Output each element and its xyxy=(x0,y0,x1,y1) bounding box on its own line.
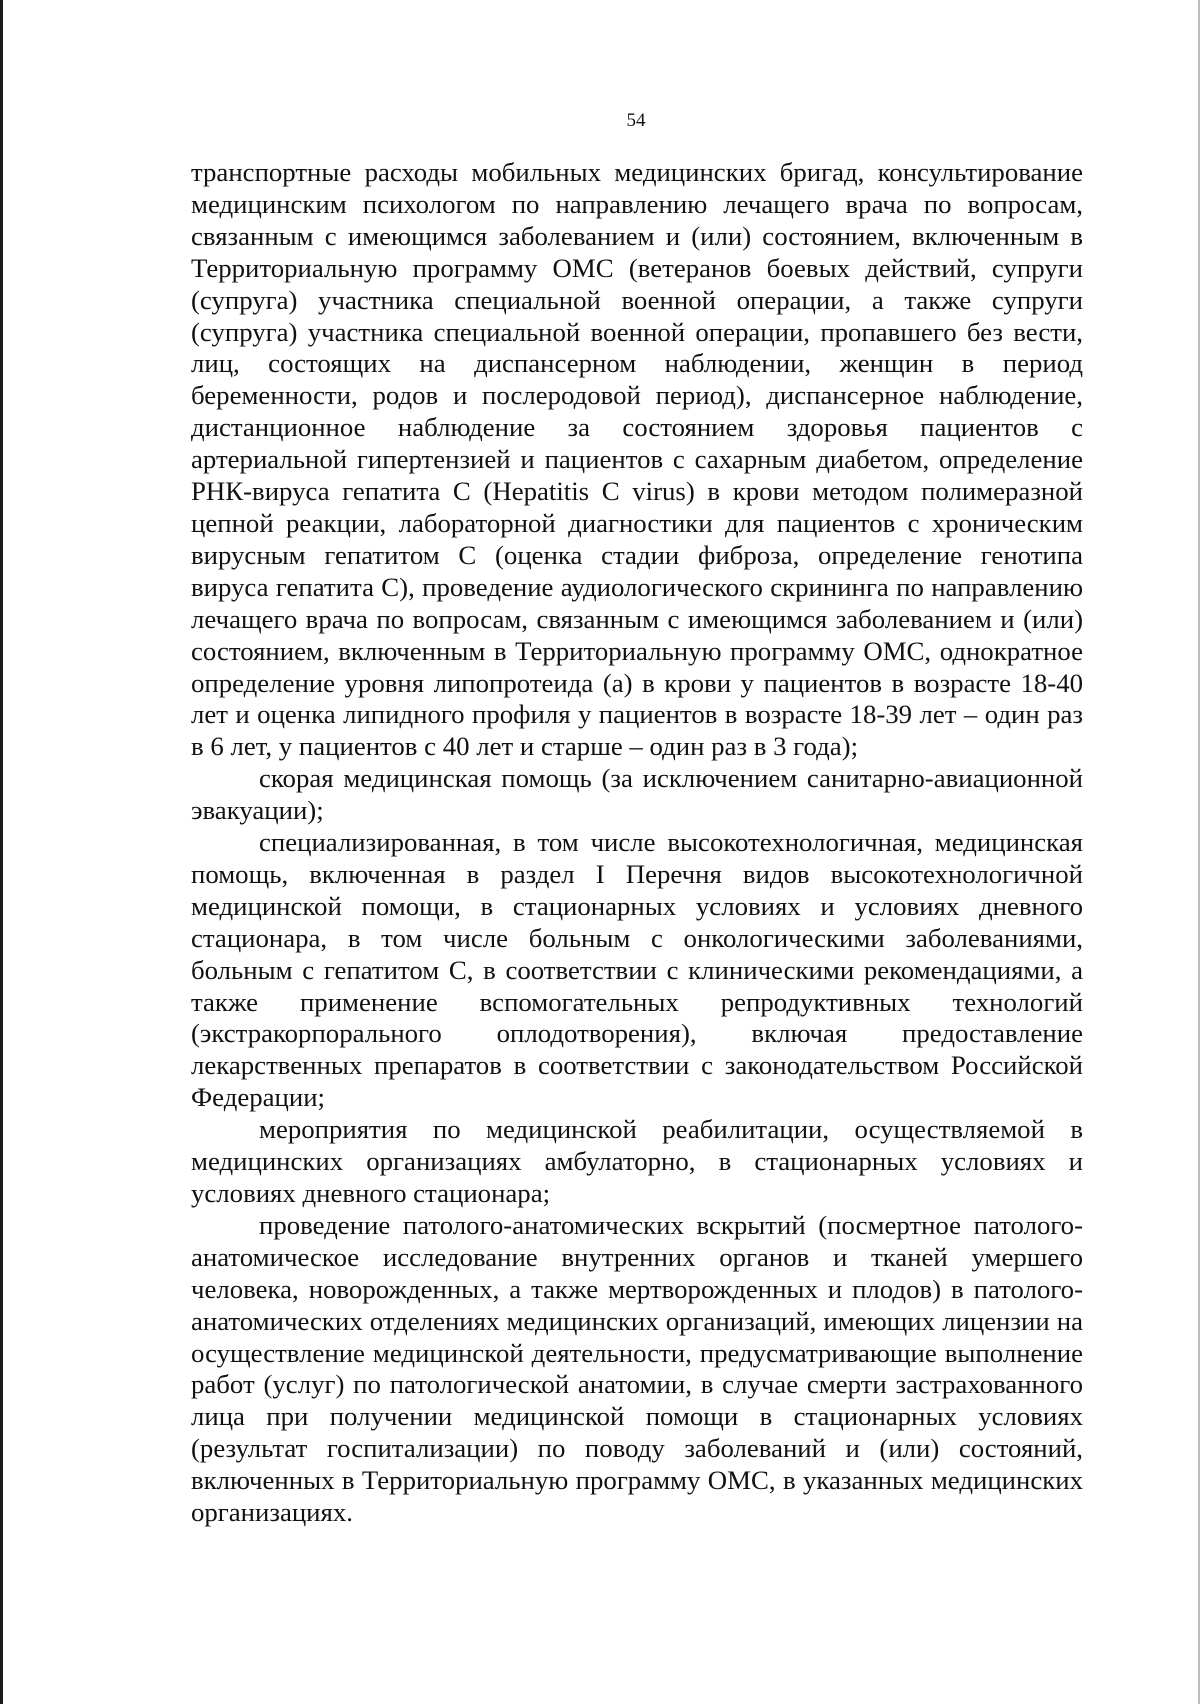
paragraph-autopsies: проведение патолого-анатомических вскрытий (посмертное патолого-анатомическое исследование внутренних органов и тканей умершего человека, новорожденных, а также мертворожденных и плодов) в патолого-анатомических отделениях медицинских организаций, имеющих лицензии на осуществление медицинской деятельности, предусматривающие выполнение работ (услуг) по патологической анатомии, в случае смерти застрахованного лица при получении медицинской помощи в стационарных условиях (результат госпитализации) по поводу заболеваний и (или) состояний, включенных в Территориальную программу ОМС, в указанных медицинских организациях. xyxy=(191,1209,1083,1528)
scan-edge-left xyxy=(0,0,3,1704)
body-text xyxy=(191,157,1083,1529)
paragraph-emergency-care: скорая медицинская помощь (за исключением санитарно-авиационной эвакуации); xyxy=(191,763,1083,826)
paragraph-rehabilitation: мероприятия по медицинской реабилитации, осуществляемой в медицинских организациях амбулаторно, в стационарных условиях и условиях дневного стационара; xyxy=(191,1114,1083,1208)
page-number: 54 xyxy=(626,110,646,131)
paragraph-transport-expenses: транспортные расходы мобильных медицинских бригад, консультирование медицинским психологом по направлению лечащего врача по вопросам, связанным с имеющимся заболеванием и (или) состоянием, включенным в Территориальную программу ОМС (ветеранов боевых действий, супруги (супруга) участника специальной военной операции, а также супруги (супруга) участника специальной военной операции, пропавшего без вести, лиц, состоящих на диспансерном наблюдении, женщин в период беременности, родов и послеродовой период), диспансерное наблюдение, дистанционное наблюдение за состоянием здоровья пациентов с артериальной гипертензией и пациентов с сахарным диабетом, определение РНК-вируса гепатита С (Hepatitis C virus) в крови методом полимеразной цепной реакции, лабораторной диагностики для пациентов с хроническим вирусным гепатитом С (оценка стадии фиброза, определение генотипа вируса гепатита С), проведение аудиологического скрининга по направлению лечащего врача по вопросам, связанным с имеющимся заболеванием и (или) состоянием, включенным в Территориальную программу ОМС, однократное определение уровня липопротеида (а) в крови у пациентов в возрасте 18-40 лет и оценка липидного профиля у пациентов в возрасте 18-39 лет – один раз в 6 лет, у пациентов с 40 лет и старше – один раз в 3 года); xyxy=(191,157,1083,762)
paragraph-specialized-care: специализированная, в том числе высокотехнологичная, медицинская помощь, включенная в раздел I Перечня видов высокотехнологичной медицинской помощи, в стационарных условиях и условиях дневного стационара, в том числе больным с онкологическими заболеваниями, больным с гепатитом С, в соответствии с клиническими рекомендациями, а также применение вспомогательных репродуктивных технологий (экстракорпорального оплодотворения), включая предоставление лекарственных препаратов в соответствии с законодательством Российской Федерации; xyxy=(191,827,1083,1113)
